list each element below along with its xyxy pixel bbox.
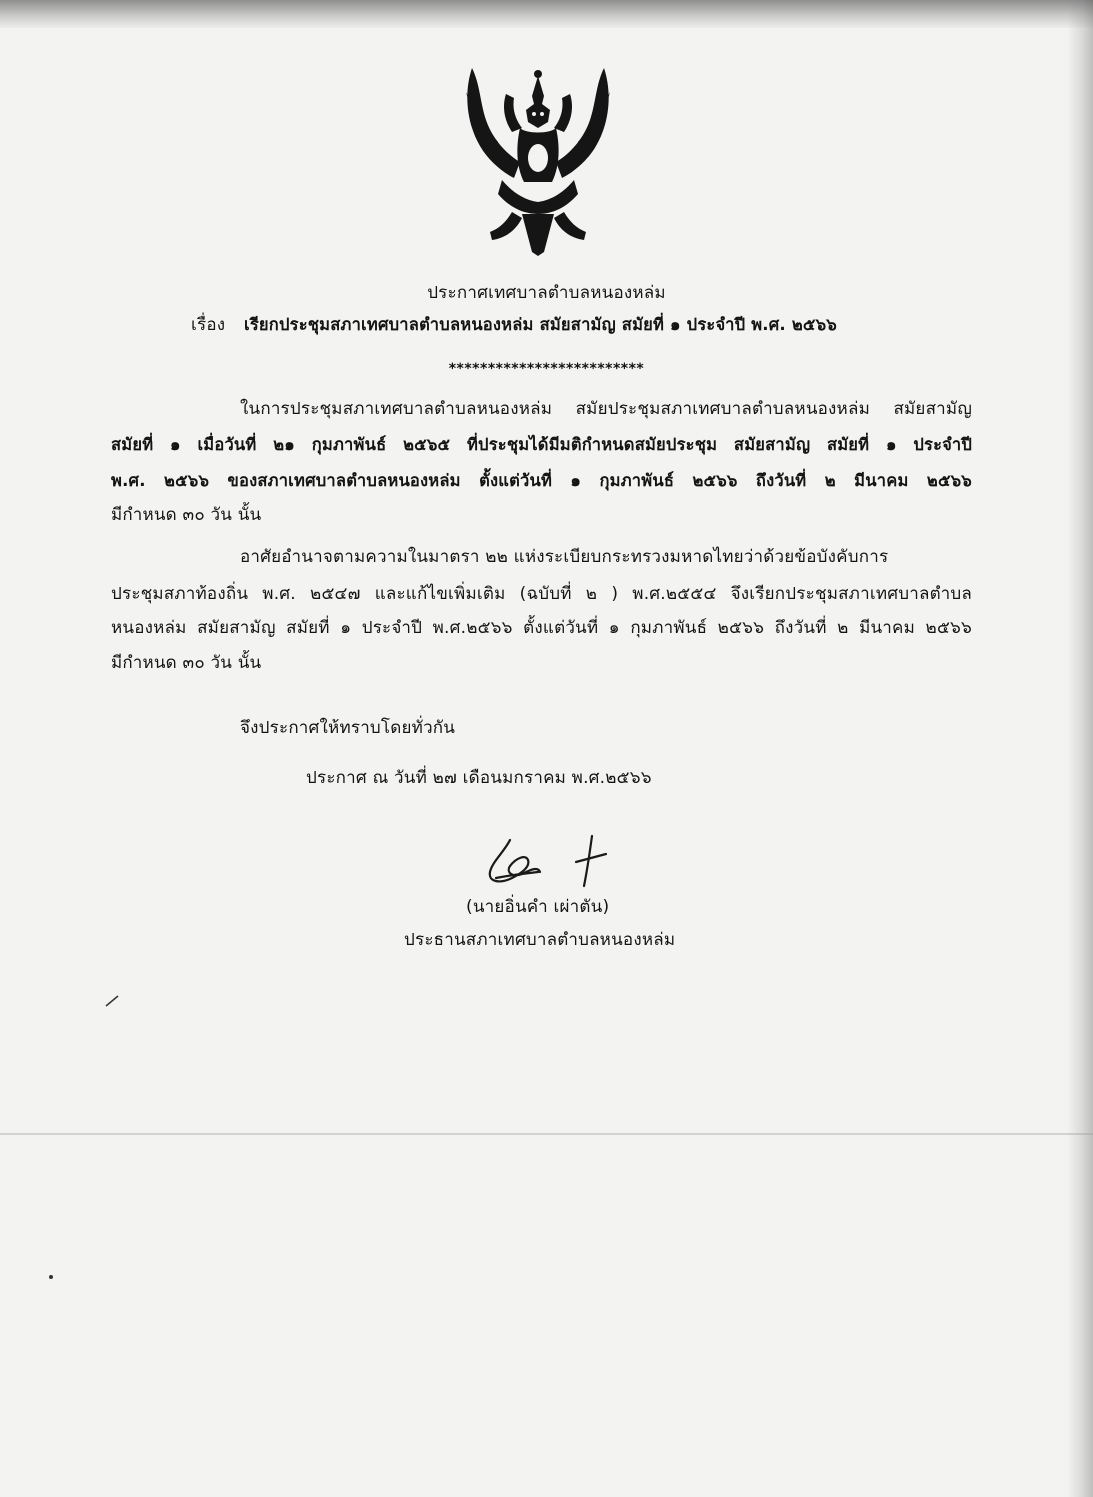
scan-dot — [49, 1275, 53, 1279]
subject-text: เรียกประชุมสภาเทศบาลตำบลหนองหล่ม สมัยสามัญ สมัยที่ ๑ ประจำปี พ.ศ. ๒๕๖๖ — [244, 315, 837, 334]
paragraph-2-line-2: ประชุมสภาท้องถิ่น พ.ศ. ๒๕๔๗ และแก้ไขเพิ่มเติม (ฉบับที่ ๒ ) พ.ศ.๒๕๕๔ จึงเรียกประชุมสภาเทศบาลตำบล — [111, 584, 972, 604]
paragraph-1-line-2: สมัยที่ ๑ เมื่อวันที่ ๒๑ กุมภาพันธ์ ๒๕๖๕ ที่ประชุมได้มีมติกำหนดสมัยประชุม สมัยสามัญ สมัยที่ ๑ ประจำปี — [111, 435, 972, 454]
paragraph-2-line-3: หนองหล่ม สมัยสามัญ สมัยที่ ๑ ประจำปี พ.ศ.๒๕๖๖ ตั้งแต่วันที่ ๑ กุมภาพันธ์ ๒๕๖๖ ถึงวันที่ ๒ มีนาคม ๒๕๖๖ — [111, 618, 972, 638]
scan-mark — [104, 994, 120, 1008]
paragraph-1-line-4: มีกำหนด ๓๐ วัน นั้น — [111, 505, 262, 525]
announcement-date: ประกาศ ณ วันที่ ๒๗ เดือนมกราคม พ.ศ.๒๕๖๖ — [306, 768, 652, 788]
paragraph-2-line-1: อาศัยอำนาจตามความในมาตรา ๒๒ แห่งระเบียบกระทรวงมหาดไทยว่าด้วยข้อบังคับการ — [240, 547, 889, 567]
garuda-emblem-icon — [462, 62, 614, 258]
signatory-name: (นายอิ่นคำ เผ่าตัน) — [466, 897, 610, 917]
separator-line: ************************* — [448, 361, 645, 377]
closing-statement: จึงประกาศให้ทราบโดยทั่วกัน — [240, 718, 456, 738]
announcement-title: ประกาศเทศบาลตำบลหนองหล่ม — [427, 283, 666, 303]
paragraph-1-line-1: ในการประชุมสภาเทศบาลตำบลหนองหล่ม สมัยประชุมสภาเทศบาลตำบลหนองหล่ม สมัยสามัญ — [240, 399, 972, 419]
paragraph-2-line-4: มีกำหนด ๓๐ วัน นั้น — [111, 653, 262, 673]
signatory-position: ประธานสภาเทศบาลตำบลหนองหล่ม — [404, 930, 676, 950]
paragraph-1-line-3: พ.ศ. ๒๕๖๖ ของสภาเทศบาลตำบลหนองหล่ม ตั้งแต่วันที่ ๑ กุมภาพันธ์ ๒๕๖๖ ถึงวันที่ ๒ มีนาคม ๒๕๖๖ — [111, 471, 972, 490]
subject-label: เรื่อง — [191, 315, 226, 335]
handwritten-signature — [482, 832, 612, 892]
